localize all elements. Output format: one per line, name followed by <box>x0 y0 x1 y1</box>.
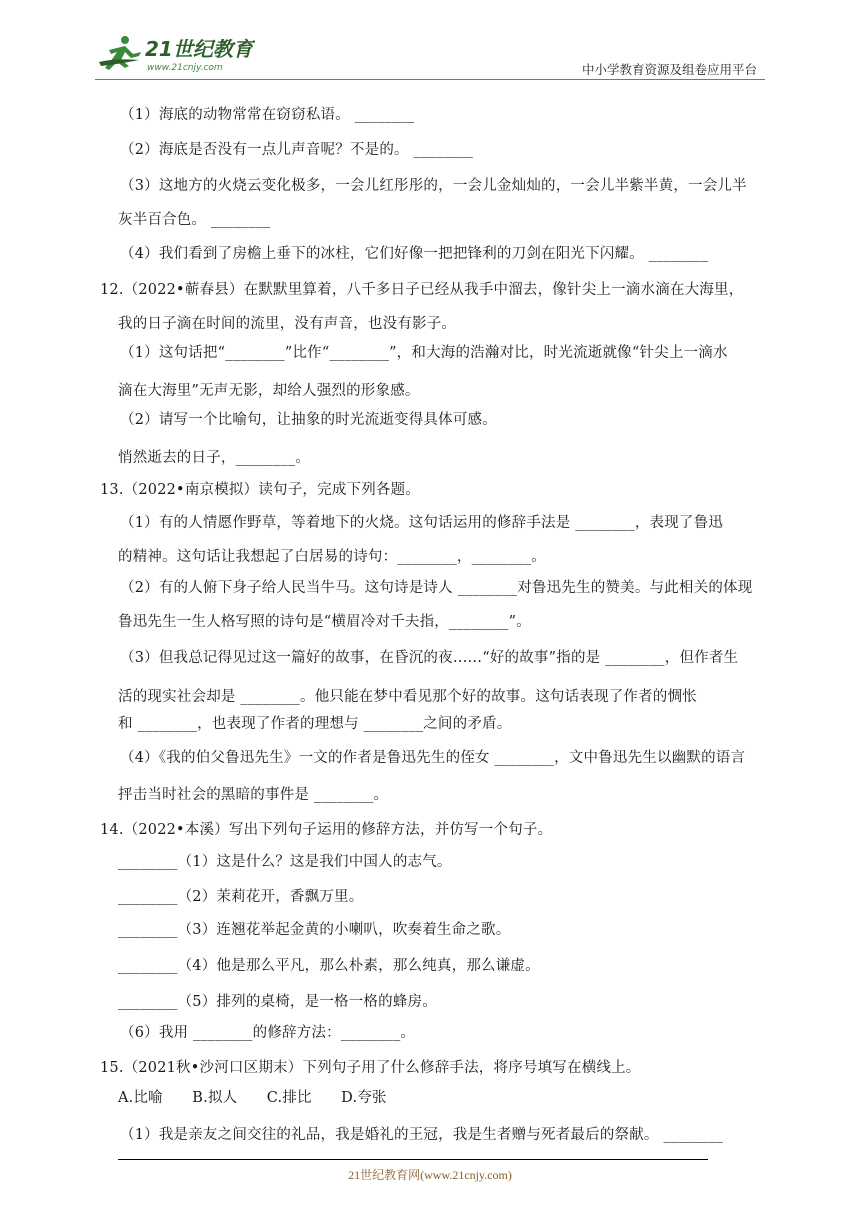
question-line: ________（5）排列的桌椅，是一格一格的蜂房。 <box>118 994 437 1010</box>
question-line: （6）我用 ________的修辞方法：________。 <box>120 1025 416 1041</box>
question-line: （4）我们看到了房檐上垂下的冰柱，它们好像一把把锋利的刀剑在阳光下闪耀。 ________ <box>120 246 709 262</box>
page-footer: 21世纪教育网(www.21cnjy.com) <box>348 1168 512 1182</box>
question-line: （4）《我的伯父鲁迅先生》一文的作者是鲁迅先生的侄女 ________，文中鲁迅先生以幽默的语言 <box>120 750 746 766</box>
question-heading: 13.（2022•南京模拟）读句子，完成下列各题。 <box>100 482 421 498</box>
question-line: A.比喻 B.拟人 C.排比 D.夸张 <box>118 1090 387 1106</box>
question-line: （2）海底是否没有一点儿声音呢？不是的。 ________ <box>120 142 474 158</box>
question-line: ________（2）茉莉花开，香飘万里。 <box>118 889 364 905</box>
footer-divider <box>118 1159 708 1160</box>
question-heading: 15.（2021秋•沙河口区期末）下列句子用了什么修辞手法，将序号填写在横线上。 <box>100 1060 641 1076</box>
runner-icon <box>99 36 141 70</box>
question-line: （3）但我总记得见过这一篇好的故事，在昏沉的夜……“好的故事”指的是 ________，但作者生 <box>120 650 739 666</box>
question-line: 灰半百合色。 ________ <box>118 212 271 228</box>
question-line: 抨击当时社会的黑暗的事件是 ________。 <box>118 787 389 803</box>
question-line: 悄然逝去的日子，________。 <box>118 450 310 466</box>
question-line: （1）这句话把“________”比作“________”，和大海的浩瀚对比，时光流逝就像“针尖上一滴水 <box>120 345 728 361</box>
page-header <box>95 30 765 80</box>
svg-text:www.21cnjy.com: www.21cnjy.com <box>147 63 223 73</box>
question-line: （2）请写一个比喻句，让抽象的时光流逝变得具体可感。 <box>120 412 497 428</box>
question-line: 活的现实社会却是 ________。他只能在梦中看见那个好的故事。这句话表现了作者的惆怅 <box>118 689 697 705</box>
question-line: 鲁迅先生一生人格写照的诗句是“横眉冷对千夫指，________”。 <box>118 614 531 630</box>
question-line: ________（1）这是什么？这是我们中国人的志气。 <box>118 854 452 870</box>
question-line: 滴在大海里”无声无影，却给人强烈的形象感。 <box>118 383 420 399</box>
question-line: （1）有的人情愿作野草，等着地下的火烧。这句话运用的修辞手法是 ________，表现了鲁迅 <box>120 515 724 531</box>
question-heading: 12.（2022•蕲春县）在默默里算着，八千多日子已经从我手中溜去，像针尖上一滴水滴在大海里， <box>100 282 744 298</box>
question-line: （2）有的人俯下身子给人民当牛马。这句诗是诗人 ________对鲁迅先生的赞美。与此相关的体现 <box>120 580 753 596</box>
question-line: ________（3）连翘花举起金黄的小喇叭，吹奏着生命之歌。 <box>118 922 511 938</box>
platform-name: 中小学教育资源及组卷应用平台 <box>581 62 757 77</box>
svg-text:21世纪教育: 21世纪教育 <box>145 37 253 61</box>
question-line: ________（4）他是那么平凡，那么朴素，那么纯真，那么谦虚。 <box>118 958 540 974</box>
site-logo <box>95 32 255 74</box>
question-line: （1）我是亲友之间交往的礼品，我是婚礼的王冠，我是生者赠与死者最后的祭献。 ________ <box>120 1127 724 1143</box>
question-line: 我的日子滴在时间的流里，没有声音，也没有影子。 <box>118 316 457 332</box>
question-heading: 14.（2022•本溪）写出下列句子运用的修辞方法，并仿写一个句子。 <box>100 822 553 838</box>
header-divider <box>95 79 765 80</box>
question-line: 和 ________，也表现了作者的理想与 ________之间的矛盾。 <box>118 716 512 732</box>
question-line: （1）海底的动物常常在窃窃私语。 ________ <box>120 107 415 123</box>
question-line: 的精神。这句话让我想起了白居易的诗句：________，________。 <box>118 549 546 565</box>
question-line: （3）这地方的火烧云变化极多，一会儿红彤彤的，一会儿金灿灿的，一会儿半紫半黄，一会儿半 <box>120 178 747 194</box>
